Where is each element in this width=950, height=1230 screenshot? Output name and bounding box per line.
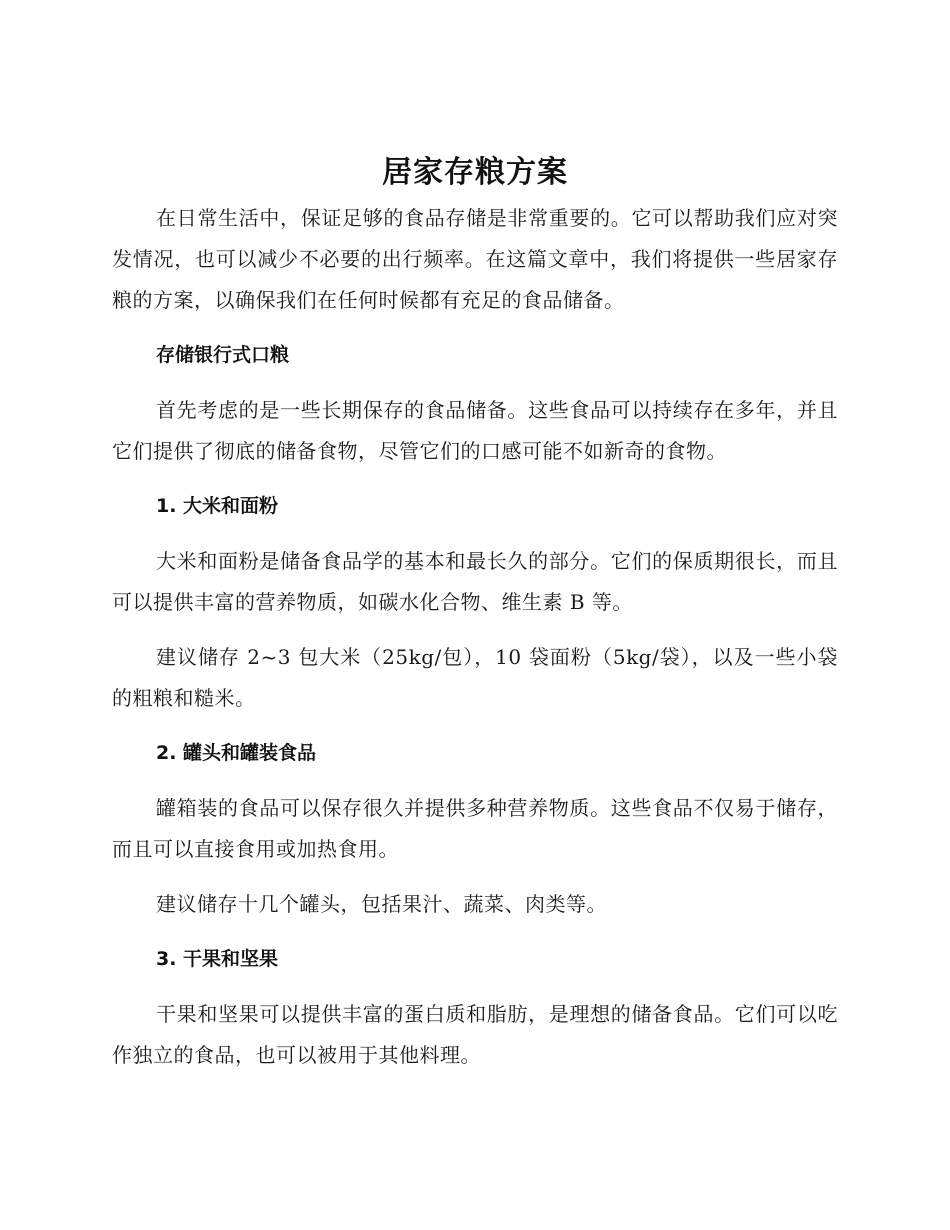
item-paragraph: 罐箱装的食品可以保存很久并提供多种营养物质。这些食品不仅易于储存，而且可以直接食用或加热食用。 [112,796,838,861]
item-paragraph: 干果和坚果可以提供丰富的蛋白质和脂肪，是理想的储备食品。它们可以吃作独立的食品，也可以被用于其他料理。 [112,1002,838,1067]
intro-paragraph: 在日常生活中，保证足够的食品存储是非常重要的。它可以帮助我们应对突发情况，也可以减少不必要的出行频率。在这篇文章中，我们将提供一些居家存粮的方案，以确保我们在任何时候都有充足的食品储备。 [112,206,838,312]
spacer [112,925,838,939]
item-paragraph: 大米和面粉是储备食品学的基本和最长久的部分。它们的保质期很长，而且可以提供丰富的营养物质，如碳水化合物、维生素 B 等。 [112,549,838,614]
item-paragraph: 建议储存十几个罐头，包括果汁、蔬菜、肉类等。 [156,892,607,916]
spacer [112,376,838,390]
document-title: 居家存粮方案 [382,155,568,190]
item-heading-canned-food: 2. 罐头和罐装食品 [156,742,317,764]
section-heading: 存储银行式口粮 [156,344,290,366]
spacer [112,472,838,486]
spacer [112,623,838,637]
spacer [112,321,838,335]
item-paragraph: 建议储存 2~3 包大米（25kg/包），10 袋面粉（5kg/袋），以及一些小袋的粗粮和糙米。 [112,645,838,710]
spacer [112,870,838,884]
item-heading-rice-flour: 1. 大米和面粉 [156,495,279,517]
item-heading-dried-fruit-nuts: 3. 干果和坚果 [156,948,279,970]
spacer [112,774,838,788]
document-page [112,148,838,1076]
section-intro-paragraph: 首先考虑的是一些长期保存的食品储备。这些食品可以持续存在多年，并且它们提供了彻底的储备食物，尽管它们的口感可能不如新奇的食物。 [112,398,838,463]
spacer [112,527,838,541]
spacer [112,719,838,733]
spacer [112,980,838,994]
